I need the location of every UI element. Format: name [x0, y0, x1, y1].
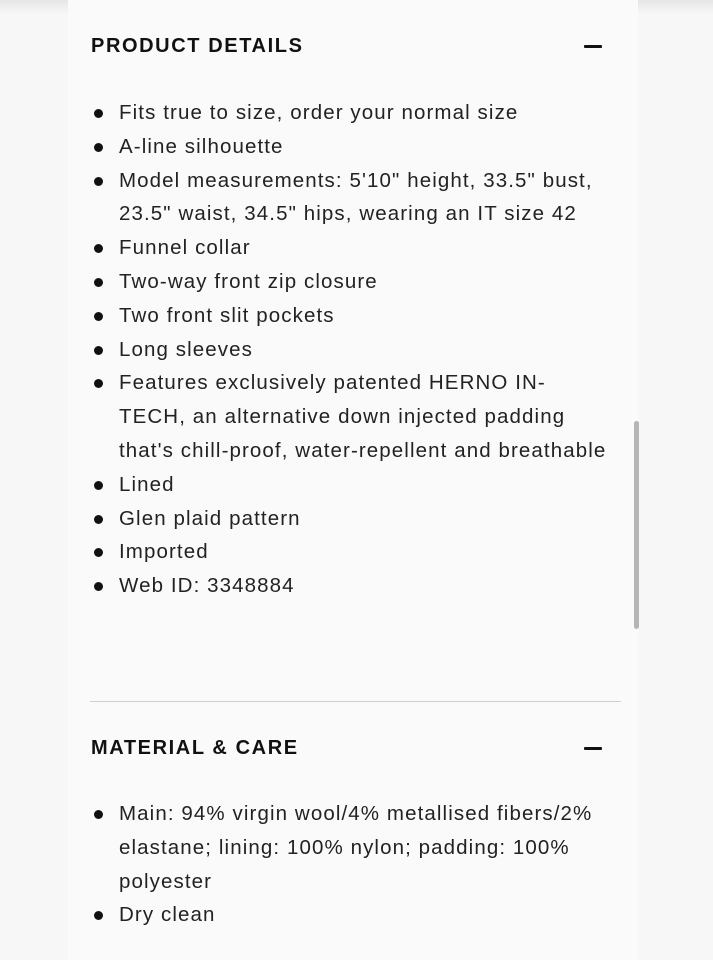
list-item: Main: 94% virgin wool/4% metallised fibers/2% elastane; lining: 100% nylon; padding: 100% polyester — [91, 797, 611, 898]
list-item: Two front slit pockets — [91, 299, 611, 333]
list-item: A-line silhouette — [91, 130, 611, 164]
product-details-header[interactable] — [91, 26, 621, 66]
list-item: Model measurements: 5'10" height, 33.5" bust, 23.5" waist, 34.5" hips, wearing an IT size 42 — [91, 164, 611, 232]
material-care-title: MATERIAL & CARE — [91, 736, 299, 759]
scrollbar-thumb[interactable] — [634, 421, 639, 629]
material-care-header[interactable] — [91, 728, 621, 768]
product-details-list — [91, 96, 611, 603]
material-care-list — [91, 797, 611, 932]
list-item: Imported — [91, 535, 611, 569]
list-item: Web ID: 3348884 — [91, 569, 611, 603]
list-item: Dry clean — [91, 898, 611, 932]
product-details-title: PRODUCT DETAILS — [91, 34, 304, 57]
minus-icon[interactable] — [584, 747, 602, 750]
list-item: Features exclusively patented HERNO IN-TECH, an alternative down injected padding that's chill-proof, water-repellent and breathable — [91, 366, 611, 467]
minus-icon[interactable] — [584, 45, 602, 48]
list-item: Funnel collar — [91, 231, 611, 265]
list-item: Lined — [91, 468, 611, 502]
list-item: Glen plaid pattern — [91, 502, 611, 536]
section-divider — [90, 701, 621, 702]
list-item: Two-way front zip closure — [91, 265, 611, 299]
list-item: Long sleeves — [91, 333, 611, 367]
list-item: Fits true to size, order your normal size — [91, 96, 611, 130]
